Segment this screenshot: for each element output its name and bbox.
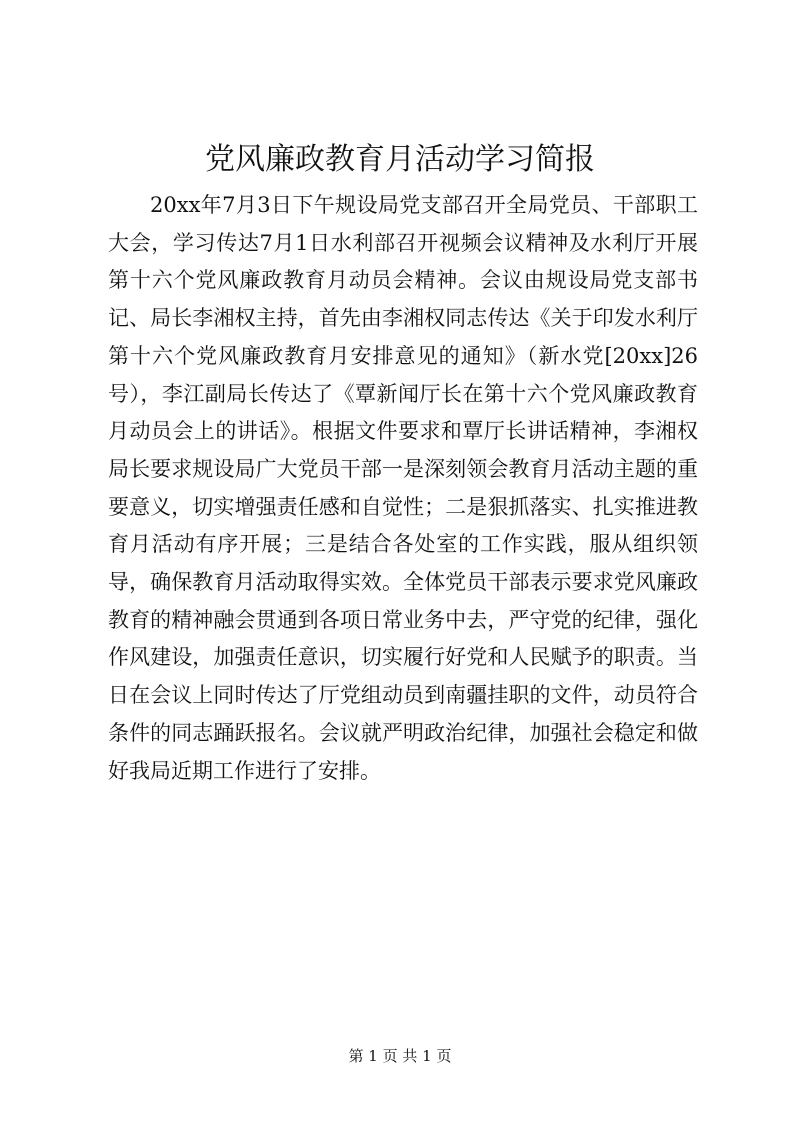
document-title: 党风廉政教育月活动学习简报: [205, 142, 595, 177]
page-number-footer: 第 1 页 共 1 页: [348, 1047, 452, 1065]
document-body-paragraph: 20xx年7月3日下午规设局党支部召开全局党员、干部职工大会，学习传达7月1日水利部召开视频会议精神及水利厅开展第十六个党风廉政教育月动员会精神。会议由规设局党支部书记、局长李湘权主持，首先由李湘权同志传达《关于印发水利厅第十六个党风廉政教育月安排意见的通知》（新水党[20xx]26号），李江副局长传达了《覃新闻厅长在第十六个党风廉政教育月动员会上的讲话》。根据文件要求和覃厅长讲话精神，李湘权局长要求规设局广大党员干部一是深刻领会教育月活动主题的重要意义，切实增强责任感和自觉性；二是狠抓落实、扎实推进教育月活动有序开展；三是结合各处室的工作实践，服从组织领导，确保教育月活动取得实效。全体党员干部表示要求党风廉政教育的精神融会贯通到各项日常业务中去，严守党的纪律，强化作风建设，加强责任意识，切实履行好党和人民赋予的职责。当日在会议上同时传达了厅党组动员到南疆挂职的文件，动员符合条件的同志踊跃报名。会议就严明政治纪律，加强社会稳定和做好我局近期工作进行了安排。: [108, 193, 698, 783]
